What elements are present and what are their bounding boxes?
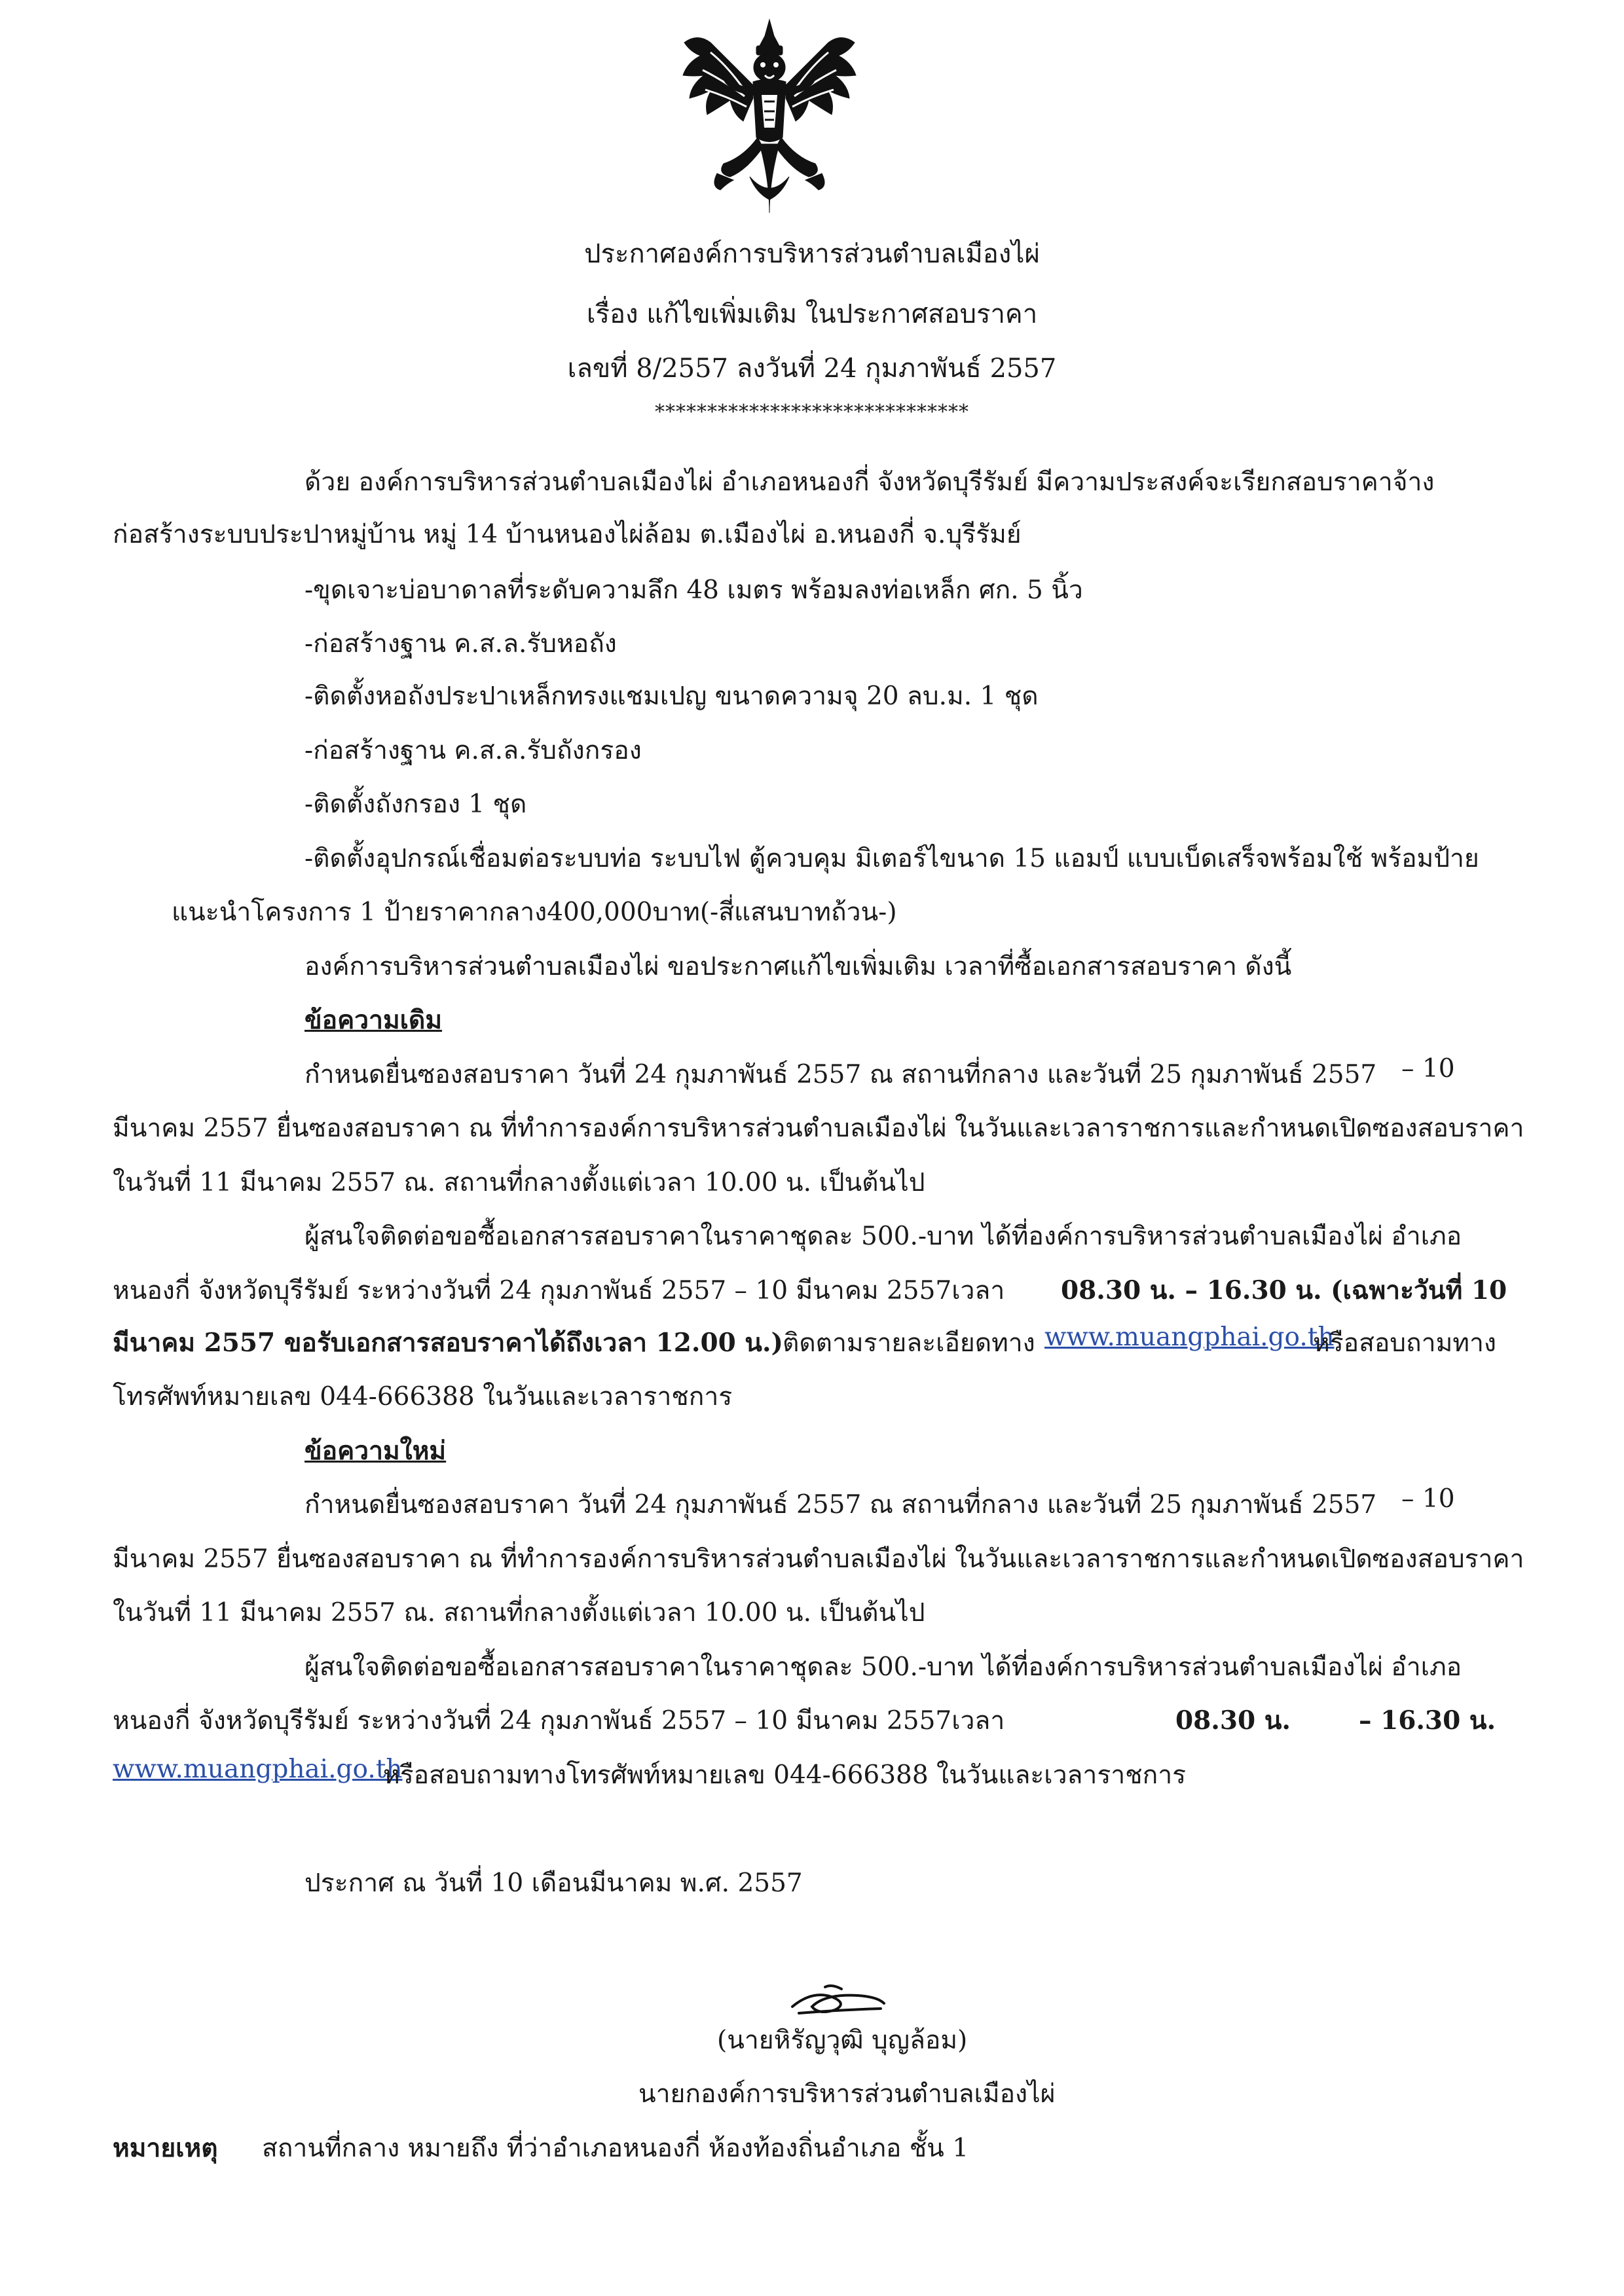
old-text-line-1: กำหนดยื่นซองสอบราคา วันที่ 24 กุมภาพันธ์ 2557 ณ สถานที่กลาง และวันที่ 25 กุมภาพันธ์ 2557 (304, 1060, 1377, 1089)
signature-icon (786, 1977, 891, 2023)
website-link[interactable]: www.muangphai.go.th (113, 1755, 403, 1784)
intro-paragraph-line-1: ด้วย องค์การบริหารส่วนตำบลเมืองไผ่ อำเภอหนองกี่ จังหวัดบุรีรัมย์ มีความประสงค์จะเรียกสอบราคาจ้าง (304, 467, 1435, 497)
new-text-time-start: 08.30 น. (1175, 1705, 1291, 1736)
announcement-reference: เลขที่ 8/2557 ลงวันที่ 24 กุมภาพันธ์ 2557 (567, 354, 1057, 384)
work-item: -ก่อสร้างฐาน ค.ส.ล.รับหอถัง (304, 629, 617, 659)
note-text: สถานที่กลาง หมายถึง ที่ว่าอำเภอหนองกี่ ห้องท้องถิ่นอำเภอ ชั้น 1 (262, 2134, 969, 2163)
work-item: -ติดตั้งหอถังประปาเหล็กทรงแชมเปญ ขนาดความจุ 20 ลบ.ม. 1 ชุด (304, 682, 1039, 711)
new-text-line-6: หรือสอบถามทางโทรศัพท์หมายเลข 044-666388 ในวันและเวลาราชการ (383, 1760, 1187, 1790)
old-text-line-2: มีนาคม 2557 ยื่นซองสอบราคา ณ ที่ทำการองค์การบริหารส่วนตำบลเมืองไผ่ ในวันและเวลาราชการและกำหนดเปิดซองสอบราคา (113, 1114, 1524, 1143)
signer-name: (นายหิรัญวุฒิ บุญล้อม) (717, 2026, 968, 2055)
work-item: -ก่อสร้างฐาน ค.ส.ล.รับถังกรอง (304, 736, 642, 765)
separator-stars: ****************************** (655, 401, 969, 424)
old-text-time-range: 08.30 น. – 16.30 น. (เฉพาะวันที่ 10 (1061, 1275, 1507, 1305)
intro-paragraph-line-2: ก่อสร้างระบบประปาหมู่บ้าน หมู่ 14 บ้านหนองไผ่ล้อม ต.เมืองไผ่ อ.หนองกี่ จ.บุรีรัมย์ (113, 520, 1022, 549)
website-link[interactable]: www.muangphai.go.th (1044, 1322, 1335, 1352)
work-item: -ขุดเจาะบ่อบาดาลที่ระดับความลึก 48 เมตร พร้อมลงท่อเหล็ก ศก. 5 นิ้ว (304, 575, 1083, 605)
old-text-line-6: ติดตามรายละเอียดทาง (783, 1328, 1035, 1358)
work-item-continued: แนะนำโครงการ 1 ป้ายราคากลาง400,000บาท(-สี่แสนบาทถ้วน-) (172, 898, 897, 927)
old-text-line-3: ในวันที่ 11 มีนาคม 2557 ณ. สถานที่กลางตั้งแต่เวลา 10.00 น. เป็นต้นไป (113, 1168, 925, 1197)
new-text-line-2: มีนาคม 2557 ยื่นซองสอบราคา ณ ที่ทำการองค์การบริหารส่วนตำบลเมืองไผ่ ในวันและเวลาราชการและกำหนดเปิดซองสอบราคา (113, 1544, 1524, 1574)
work-item: -ติดตั้งถังกรอง 1 ชุด (304, 790, 527, 819)
new-text-line-4: ผู้สนใจติดต่อขอซื้อเอกสารสอบราคาในราคาชุดละ 500.-บาท ได้ที่องค์การบริหารส่วนตำบลเมืองไผ่ อำเภอ (304, 1652, 1462, 1682)
announcement-title: ประกาศองค์การบริหารส่วนตำบลเมืองไผ่ (584, 239, 1040, 269)
old-text-line-1-end: – 10 (1401, 1054, 1455, 1084)
old-text-line-4: ผู้สนใจติดต่อขอซื้อเอกสารสอบราคาในราคาชุดละ 500.-บาท ได้ที่องค์การบริหารส่วนตำบลเมืองไผ่ อำเภอ (304, 1222, 1462, 1251)
work-item: -ติดตั้งอุปกรณ์เชื่อมต่อระบบท่อ ระบบไฟ ตู้ควบคุม มิเตอร์ไขนาด 15 แอมป์ แบบเบ็ดเสร็จพร้อมใช้ พร้อมป้าย (304, 844, 1479, 873)
new-text-line-1: กำหนดยื่นซองสอบราคา วันที่ 24 กุมภาพันธ์ 2557 ณ สถานที่กลาง และวันที่ 25 กุมภาพันธ์ 2557 (304, 1490, 1377, 1520)
new-text-line-3: ในวันที่ 11 มีนาคม 2557 ณ. สถานที่กลางตั้งแต่เวลา 10.00 น. เป็นต้นไป (113, 1598, 925, 1628)
old-text-heading: ข้อความเดิม (304, 1005, 443, 1035)
new-text-line-1-end: – 10 (1401, 1484, 1455, 1514)
new-text-line-5: หนองกี่ จังหวัดบุรีรัมย์ ระหว่างวันที่ 24 กุมภาพันธ์ 2557 – 10 มีนาคม 2557เวลา (113, 1706, 1005, 1736)
signer-title: นายกองค์การบริหารส่วนตำบลเมืองไผ่ (638, 2079, 1056, 2109)
old-text-line-7: โทรศัพท์หมายเลข 044-666388 ในวันและเวลาราชการ (113, 1382, 733, 1412)
garuda-emblem-icon (671, 16, 868, 226)
old-text-line-6-bold: มีนาคม 2557 ขอรับเอกสารสอบราคาได้ถึงเวลา 12.00 น.) (113, 1328, 783, 1358)
amendment-statement: องค์การบริหารส่วนตำบลเมืองไผ่ ขอประกาศแก้ไขเพิ่มเติม เวลาที่ซื้อเอกสารสอบราคา ดังนี้ (304, 952, 1292, 981)
announcement-date: ประกาศ ณ วันที่ 10 เดือนมีนาคม พ.ศ. 2557 (304, 1868, 803, 1898)
old-text-line-6-end: หรือสอบถามทาง (1313, 1328, 1496, 1358)
new-text-heading: ข้อความใหม่ (304, 1436, 447, 1466)
note-label: หมายเหตุ (113, 2133, 218, 2163)
announcement-subject: เรื่อง แก้ไขเพิ่มเติม ในประกาศสอบราคา (586, 299, 1038, 329)
new-text-time-end: – 16.30 น. (1359, 1705, 1496, 1736)
old-text-line-5: หนองกี่ จังหวัดบุรีรัมย์ ระหว่างวันที่ 24 กุมภาพันธ์ 2557 – 10 มีนาคม 2557เวลา (113, 1276, 1005, 1305)
